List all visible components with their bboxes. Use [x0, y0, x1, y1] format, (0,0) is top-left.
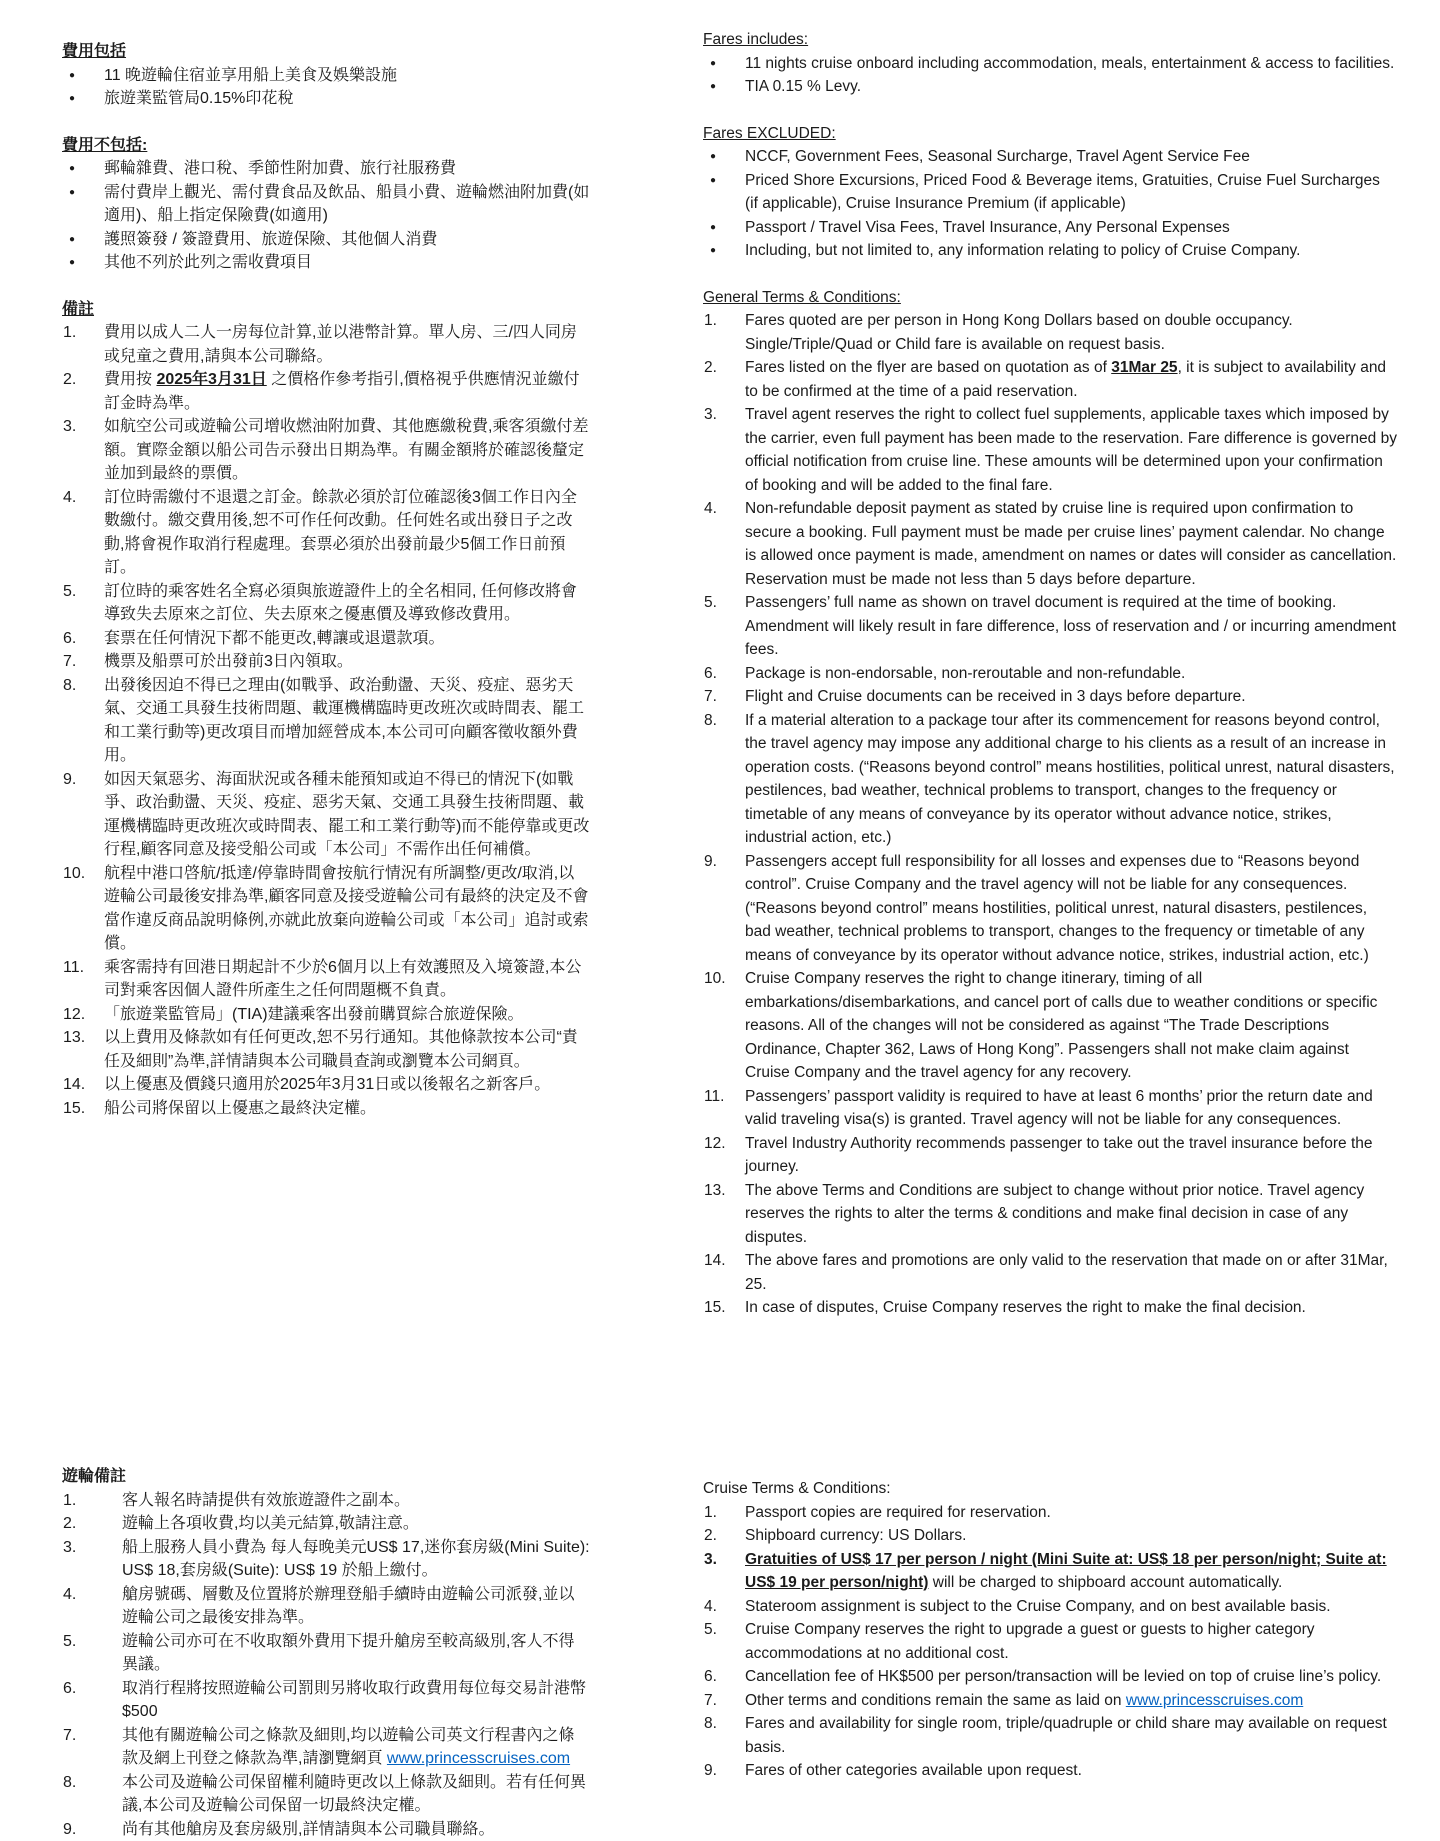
item-number: 4. — [703, 1595, 745, 1619]
bullet-marker: ● — [62, 87, 104, 111]
list-item — [62, 1073, 590, 1097]
bullet-marker: ● — [703, 75, 745, 99]
item-text — [104, 157, 590, 181]
item-number: 9. — [703, 1759, 745, 1783]
item-text — [104, 321, 590, 368]
text-segment: 如航空公司或遊輪公司增收燃油附加費、其他應繳稅費,乘客須繳付差額。實際金額以船公司告示發出日期為準。有關金額將於確認後釐定並加到最終的票價。 — [104, 418, 588, 482]
item-text — [104, 768, 590, 862]
list-item — [703, 1689, 1397, 1713]
item-number: 15. — [703, 1296, 745, 1320]
text-segment: 11 晚遊輪住宿並享用船上美食及娛樂設施 — [104, 67, 397, 84]
text-segment: Passengers’ passport validity is required to have at least 6 months’ prior the return date and valid traveling visa(s) is granted. Travel agency will not be liable for any consequences. — [745, 1088, 1373, 1129]
fares-exclude-heading-cn: 費用不包括: — [62, 134, 590, 158]
item-number: 12. — [703, 1132, 745, 1179]
list-item — [62, 674, 590, 768]
item-number: 14. — [703, 1249, 745, 1296]
text-segment: Priced Shore Excursions, Priced Food & Beverage items, Gratuities, Cruise Fuel Surcharges (if applicable), Cruise Insurance Premium (if applicable) — [745, 172, 1380, 213]
list-item — [62, 1097, 590, 1121]
text-segment: 出發後因迫不得已之理由(如戰爭、政治動盪、天災、疫症、惡劣天氣、交通工具發生技術問題、載運機構臨時更改班次或時間表、罷工和工業行動等)更改項目而增加經營成本,本公司可向顧客徵收額外費用。 — [104, 677, 584, 765]
text-segment: Stateroom assignment is subject to the Cruise Company, and on best available basis. — [745, 1598, 1331, 1615]
item-text — [745, 850, 1397, 968]
list-item — [62, 580, 590, 627]
item-text — [122, 1536, 590, 1583]
item-number: 8. — [703, 709, 745, 850]
list-item — [703, 591, 1397, 662]
text-segment: 本公司及遊輪公司保留權利隨時更改以上條款及細則。若有任何異議,本公司及遊輪公司保留一切最終決定權。 — [122, 1774, 586, 1815]
list-item — [703, 239, 1397, 263]
item-text — [745, 309, 1397, 356]
text-segment: Passengers accept full responsibility for all losses and expenses due to “Reasons beyond control”. Cruise Company and the travel agency will not be liable for any consequences. (“Reasons beyond control” means hostilities, political unrest, natural disasters, pestilences, bad weather, technical problems to transport, changes to the frequency or timetable of any means of conveyance by its operator without advance notice, strikes, industrial action, etc.) — [745, 853, 1369, 964]
item-text — [745, 1712, 1397, 1759]
list-item — [703, 1548, 1397, 1595]
text-segment: The above Terms and Conditions are subject to change without prior notice. Travel agency reserves the rights to alter the terms & conditions and make final decision in case of any disputes. — [745, 1182, 1364, 1246]
item-number: 8. — [62, 1771, 122, 1818]
item-number: 9. — [703, 850, 745, 968]
list-item — [703, 1501, 1397, 1525]
text-segment: 其他不列於此列之需收費項目 — [104, 254, 312, 271]
list-item — [703, 1524, 1397, 1548]
english-column — [703, 28, 1397, 1821]
item-text — [104, 1073, 590, 1097]
list-item — [703, 75, 1397, 99]
cruise-terms-list-en — [703, 1501, 1397, 1783]
item-number: 3. — [703, 403, 745, 497]
cruise-notes-heading-cn: 遊輪備註 — [62, 1465, 590, 1489]
list-item — [703, 309, 1397, 356]
text-segment: Flight and Cruise documents can be received in 3 days before departure. — [745, 688, 1246, 705]
item-number: 3. — [62, 415, 104, 486]
bullet-marker: ● — [62, 181, 104, 228]
text-segment: If a material alteration to a package tour after its commencement for reasons beyond control, the travel agency may impose any additional charge to his clients as a result of an increase in operation costs. (“Reasons beyond control” means hostilities, political unrest, natural disasters, pestilences, bad weather, technical problems to transport, changes to the frequency or timetable of any means of conveyance by its operator without advance notice, strikes, industrial action, etc.) — [745, 712, 1395, 847]
bullet-marker: ● — [703, 216, 745, 240]
bullet-marker: ● — [62, 251, 104, 275]
item-number: 7. — [703, 685, 745, 709]
item-number: 5. — [62, 1630, 122, 1677]
item-text — [104, 627, 590, 651]
section-notes-cn — [62, 298, 590, 1121]
bullet-marker: ● — [62, 228, 104, 252]
item-text — [745, 239, 1397, 263]
item-text — [745, 1179, 1397, 1250]
list-item — [62, 87, 590, 111]
text-segment: TIA 0.15 % Levy. — [745, 78, 861, 95]
item-number: 2. — [62, 368, 104, 415]
bullet-marker: ● — [62, 157, 104, 181]
item-number: 4. — [62, 1583, 122, 1630]
item-text — [745, 1665, 1397, 1689]
text-segment: 航程中港口啓航/抵達/停靠時間會按航行情況有所調整/更改/取消,以遊輪公司最後安排為準,顧客同意及接受遊輪公司有最終的決定及不會當作違反商品說明條例,亦就此放棄向遊輪公司或「本公司」追討或索償。 — [104, 865, 588, 953]
text-segment: Cancellation fee of HK$500 per person/transaction will be levied on top of cruise line’s policy. — [745, 1668, 1381, 1685]
item-text — [122, 1512, 590, 1536]
list-item — [62, 368, 590, 415]
item-number: 10. — [62, 862, 104, 956]
item-text — [104, 1003, 590, 1027]
fares-include-heading-cn: 費用包括 — [62, 40, 590, 64]
text-segment: 遊輪公司亦可在不收取額外費用下提升艙房至較高級別,客人不得異議。 — [122, 1633, 574, 1674]
item-text — [745, 1689, 1397, 1713]
item-number: 4. — [703, 497, 745, 591]
list-item — [62, 1771, 590, 1818]
list-item — [62, 228, 590, 252]
text-segment: 乘客需持有回港日期起計不少於6個月以上有效護照及入境簽證,本公司對乘客因個人證件所產生之任何問題概不負責。 — [104, 959, 581, 1000]
text-segment: 費用按 — [104, 371, 156, 388]
text-segment: 「旅遊業監管局」(TIA)建議乘客出發前購買綜合旅遊保險。 — [104, 1006, 524, 1023]
fares-include-list-cn — [62, 64, 590, 111]
item-number: 9. — [62, 1818, 122, 1841]
item-number: 5. — [703, 591, 745, 662]
fares-excluded-list-en — [703, 145, 1397, 263]
list-item — [62, 1630, 590, 1677]
bullet-marker: ● — [703, 169, 745, 216]
fares-includes-list-en — [703, 52, 1397, 99]
list-item — [703, 1132, 1397, 1179]
item-number: 6. — [62, 627, 104, 651]
list-item — [62, 415, 590, 486]
text-segment: The above fares and promotions are only valid to the reservation that made on or after 31Mar, 25. — [745, 1252, 1388, 1293]
text-segment: 31Mar 25 — [1111, 359, 1177, 376]
item-number: 1. — [703, 309, 745, 356]
list-item — [703, 145, 1397, 169]
item-text — [104, 650, 590, 674]
item-number: 7. — [62, 1724, 122, 1771]
item-text — [104, 368, 590, 415]
chinese-column — [62, 28, 590, 1821]
item-number: 15. — [62, 1097, 104, 1121]
bullet-marker: ● — [703, 52, 745, 76]
text-segment: Travel agent reserves the right to collect fuel supplements, applicable taxes which imposed by the carrier, even full payment has been made to the reservation. Fare difference is governed by official notification from cruise line. These amounts will be determined upon your confirmation of booking and will be added to the final fare. — [745, 406, 1397, 494]
item-text — [122, 1583, 590, 1630]
item-text — [745, 1548, 1397, 1595]
item-number: 8. — [703, 1712, 745, 1759]
item-text — [745, 52, 1397, 76]
notes-heading-cn: 備註 — [62, 298, 590, 322]
item-text — [104, 956, 590, 1003]
text-segment: Fares listed on the flyer are based on quotation as of — [745, 359, 1111, 376]
fares-excluded-heading-en: Fares EXCLUDED: — [703, 122, 1397, 146]
item-number: 3. — [62, 1536, 122, 1583]
item-text — [745, 709, 1397, 850]
list-item — [62, 768, 590, 862]
item-text — [104, 251, 590, 275]
item-number: 2. — [703, 356, 745, 403]
text-segment: Gratuities of US$ 17 per person / night (Mini Suite at: US$ 18 per person/night; Suite at: US$ 19 per person/night) — [745, 1551, 1387, 1592]
list-item — [703, 169, 1397, 216]
item-number: 13. — [703, 1179, 745, 1250]
text-segment: 套票在任何情況下都不能更改,轉讓或退還款項。 — [104, 630, 444, 647]
princess-cruises-link[interactable]: www.princesscruises.com — [387, 1750, 570, 1767]
item-text — [745, 685, 1397, 709]
text-segment: 船公司將保留以上優惠之最終決定權。 — [104, 1100, 376, 1117]
item-text — [745, 145, 1397, 169]
item-text — [745, 967, 1397, 1085]
text-segment: Passport / Travel Visa Fees, Travel Insurance, Any Personal Expenses — [745, 219, 1230, 236]
section-fares-excluded-en — [703, 122, 1397, 263]
text-segment: 以上優惠及價錢只適用於2025年3月31日或以後報名之新客戶。 — [104, 1076, 550, 1093]
text-segment: Fares and availability for single room, triple/quadruple or child share may available on request basis. — [745, 1715, 1387, 1756]
fares-includes-heading-en: Fares includes: — [703, 28, 1397, 52]
list-item — [62, 1489, 590, 1513]
text-segment: 船上服務人員小費為 每人每晚美元US$ 17,迷你套房級(Mini Suite): US$ 18,套房級(Suite): US$ 19 於船上繳付。 — [122, 1539, 590, 1580]
item-number: 2. — [62, 1512, 122, 1536]
item-number: 6. — [703, 1665, 745, 1689]
item-text — [104, 228, 590, 252]
item-text — [104, 415, 590, 486]
item-text — [745, 591, 1397, 662]
text-segment: Cruise Company reserves the right to change itinerary, timing of all embarkations/disembarkations, and cancel port of calls due to weather conditions or specific reasons. All of the changes will not be considered as against “The Trade Descriptions Ordinance, Chapter 362, Laws of Hong Kong”. Passengers shall not make claim against Cruise Company and the travel agency for any recovery. — [745, 970, 1377, 1081]
list-item — [62, 1512, 590, 1536]
item-number: 7. — [62, 650, 104, 674]
text-segment: Other terms and conditions remain the same as laid on — [745, 1692, 1126, 1709]
list-item — [62, 1003, 590, 1027]
item-text — [745, 356, 1397, 403]
item-text — [122, 1818, 590, 1841]
list-item — [703, 1618, 1397, 1665]
item-text — [104, 486, 590, 580]
list-item — [62, 1818, 590, 1841]
text-segment: 郵輪雜費、港口稅、季節性附加費、旅行社服務費 — [104, 160, 456, 177]
text-segment: Travel Industry Authority recommends passenger to take out the travel insurance before the journey. — [745, 1135, 1373, 1176]
item-text — [122, 1724, 590, 1771]
text-segment: 旅遊業監管局0.15%印花稅 — [104, 90, 293, 107]
section-cruise-terms-en — [703, 1477, 1397, 1783]
section-cruise-notes-cn — [62, 1465, 590, 1841]
text-segment: Non-refundable deposit payment as stated by cruise line is required upon confirmation to secure a booking. Full payment must be made per cruise lines’ payment calendar. No change is allowed once payment is made, amendment on names or dates will consider as cancellation. Reservation must be made not less than 5 days before departure. — [745, 500, 1396, 588]
cruise-terms-heading-en: Cruise Terms & Conditions: — [703, 1477, 1397, 1501]
list-item — [703, 662, 1397, 686]
list-item — [703, 1179, 1397, 1250]
item-text — [745, 1524, 1397, 1548]
item-number: 4. — [62, 486, 104, 580]
list-item — [62, 64, 590, 88]
section-general-terms-en — [703, 286, 1397, 1320]
item-number: 7. — [703, 1689, 745, 1713]
list-item — [62, 486, 590, 580]
item-number: 10. — [703, 967, 745, 1085]
list-item — [703, 52, 1397, 76]
item-number: 1. — [62, 321, 104, 368]
item-number: 13. — [62, 1026, 104, 1073]
item-text — [745, 1249, 1397, 1296]
item-text — [745, 1132, 1397, 1179]
text-segment: 費用以成人二人一房每位計算,並以港幣計算。單人房、三/四人同房或兒童之費用,請與本公司聯絡。 — [104, 324, 577, 365]
item-number: 6. — [703, 662, 745, 686]
text-segment: 訂位時的乘客姓名全寫必須與旅遊證件上的全名相同, 任何修改將會導致失去原來之訂位、失去原來之優惠價及導致修改費用。 — [104, 583, 577, 624]
list-item — [62, 627, 590, 651]
item-text — [745, 1759, 1397, 1783]
text-segment: 遊輪上各項收費,均以美元結算,敬請注意。 — [122, 1515, 419, 1532]
item-number: 8. — [62, 674, 104, 768]
list-item — [62, 157, 590, 181]
text-segment: In case of disputes, Cruise Company reserves the right to make the final decision. — [745, 1299, 1306, 1316]
list-item — [703, 1665, 1397, 1689]
section-fares-includes-en — [703, 28, 1397, 99]
text-segment: Including, but not limited to, any information relating to policy of Cruise Company. — [745, 242, 1300, 259]
list-item — [703, 1759, 1397, 1783]
item-number: 5. — [703, 1618, 745, 1665]
list-item — [62, 321, 590, 368]
text-segment: 艙房號碼、層數及位置將於辦理登船手續時由遊輪公司派發,並以遊輪公司之最後安排為準。 — [122, 1586, 574, 1627]
list-item — [703, 1085, 1397, 1132]
item-text — [104, 862, 590, 956]
text-segment: 之價格作參考指引,價格視乎供應情況並繳付訂金時為準。 — [104, 371, 580, 412]
text-segment: 11 nights cruise onboard including accommodation, meals, entertainment & access to facilities. — [745, 55, 1394, 72]
text-segment: 取消行程將按照遊輪公司罰則另將收取行政費用每位每交易計港幣$500 — [122, 1680, 586, 1721]
general-terms-list-en — [703, 309, 1397, 1320]
item-text — [745, 403, 1397, 497]
item-number: 2. — [703, 1524, 745, 1548]
text-segment: Fares quoted are per person in Hong Kong Dollars based on double occupancy. Single/Triple/Quad or Child fare is available on request basis. — [745, 312, 1293, 353]
list-item — [703, 216, 1397, 240]
list-item — [703, 497, 1397, 591]
item-text — [745, 1501, 1397, 1525]
text-segment: 其他有關遊輪公司之條款及細則,均以遊輪公司英文行程書內之條款及網上刊登之條款為準,請瀏覽網頁 — [122, 1727, 574, 1768]
text-segment: Fares of other categories available upon request. — [745, 1762, 1082, 1779]
text-segment: 需付費岸上觀光、需付費食品及飲品、船員小費、遊輪燃油附加費(如適用)、船上指定保險費(如適用) — [104, 184, 589, 225]
item-text — [104, 580, 590, 627]
list-item — [703, 1296, 1397, 1320]
item-text — [122, 1630, 590, 1677]
text-segment: Passengers’ full name as shown on travel document is required at the time of booking. Amendment will likely result in fare difference, loss of reservation and / or incurring amendment fees. — [745, 594, 1396, 658]
item-text — [104, 1097, 590, 1121]
item-text — [104, 64, 590, 88]
list-item — [62, 1677, 590, 1724]
section-fares-include-cn — [62, 40, 590, 111]
list-item — [62, 181, 590, 228]
item-number: 5. — [62, 580, 104, 627]
text-segment: 訂位時需繳付不退還之訂金。餘款必須於訂位確認後3個工作日內全數繳付。繳交費用後,恕不可作任何改動。任何姓名或出發日子之改動,將會視作取消行程處理。套票必須於出發前最少5個工作日前預訂。 — [104, 489, 577, 577]
text-segment: 機票及船票可於出發前3日內領取。 — [104, 653, 353, 670]
cruise-notes-list-cn — [62, 1489, 590, 1841]
item-text — [122, 1677, 590, 1724]
item-number: 1. — [703, 1501, 745, 1525]
text-segment: 尚有其他艙房及套房級別,詳情請與本公司職員聯絡。 — [122, 1821, 494, 1838]
text-segment: NCCF, Government Fees, Seasonal Surcharge, Travel Agent Service Fee — [745, 148, 1250, 165]
item-number: 14. — [62, 1073, 104, 1097]
item-text — [745, 1595, 1397, 1619]
text-segment: 護照簽發 / 簽證費用、旅遊保險、其他個人消費 — [104, 231, 437, 248]
princess-cruises-link[interactable]: www.princesscruises.com — [1126, 1692, 1303, 1709]
list-item — [62, 1536, 590, 1583]
bullet-marker: ● — [703, 239, 745, 263]
list-item — [62, 1026, 590, 1073]
item-number: 11. — [62, 956, 104, 1003]
text-segment: , it is subject to availability and to be confirmed at the time of a paid reservation. — [745, 359, 1386, 400]
fares-exclude-list-cn — [62, 157, 590, 275]
item-text — [745, 169, 1397, 216]
section-fares-exclude-cn — [62, 134, 590, 275]
item-text — [745, 216, 1397, 240]
list-item — [703, 1249, 1397, 1296]
notes-list-cn — [62, 321, 590, 1120]
list-item — [703, 1595, 1397, 1619]
item-number: 3. — [703, 1548, 745, 1595]
list-item — [62, 251, 590, 275]
item-text — [745, 1296, 1397, 1320]
list-item — [703, 850, 1397, 968]
list-item — [703, 356, 1397, 403]
item-number: 11. — [703, 1085, 745, 1132]
item-text — [104, 181, 590, 228]
list-item — [62, 1583, 590, 1630]
item-text — [104, 674, 590, 768]
bullet-marker: ● — [703, 145, 745, 169]
item-text — [104, 1026, 590, 1073]
list-item — [62, 650, 590, 674]
text-segment: Shipboard currency: US Dollars. — [745, 1527, 966, 1544]
list-item — [703, 685, 1397, 709]
item-text — [745, 75, 1397, 99]
text-segment: Passport copies are required for reservation. — [745, 1504, 1051, 1521]
list-item — [703, 1712, 1397, 1759]
text-segment: Package is non-endorsable, non-reroutable and non-refundable. — [745, 665, 1185, 682]
list-item — [703, 709, 1397, 850]
list-item — [62, 956, 590, 1003]
text-segment: 以上費用及條款如有任何更改,恕不另行通知。其他條款按本公司“責任及細則”為準,詳情請與本公司職員查詢或瀏覽本公司網頁。 — [104, 1029, 578, 1070]
list-item — [62, 1724, 590, 1771]
item-number: 1. — [62, 1489, 122, 1513]
text-segment: Cruise Company reserves the right to upgrade a guest or guests to higher category accommodations at no additional cost. — [745, 1621, 1315, 1662]
bullet-marker: ● — [62, 64, 104, 88]
text-segment: 客人報名時請提供有效旅遊證件之副本。 — [122, 1492, 410, 1509]
text-segment: 如因天氣惡劣、海面狀況或各種未能預知或迫不得已的情況下(如戰爭、政治動盪、天災、疫症、惡劣天氣、交通工具發生技術問題、載運機構臨時更改班次或時間表、罷工和工業行動等)而不能停靠或更改行程,顧客同意及接受船公司或「本公司」不需作出任何補償。 — [104, 771, 589, 859]
list-item — [62, 862, 590, 956]
text-segment: will be charged to shipboard account automatically. — [928, 1574, 1282, 1591]
item-text — [122, 1489, 590, 1513]
list-item — [703, 403, 1397, 497]
item-text — [122, 1771, 590, 1818]
list-item — [703, 967, 1397, 1085]
item-number: 12. — [62, 1003, 104, 1027]
general-terms-heading-en: General Terms & Conditions: — [703, 286, 1397, 310]
item-text — [745, 662, 1397, 686]
text-segment: 2025年3月31日 — [156, 371, 266, 388]
item-text — [104, 87, 590, 111]
item-text — [745, 497, 1397, 591]
item-number: 6. — [62, 1677, 122, 1724]
item-number: 9. — [62, 768, 104, 862]
item-text — [745, 1618, 1397, 1665]
item-text — [745, 1085, 1397, 1132]
